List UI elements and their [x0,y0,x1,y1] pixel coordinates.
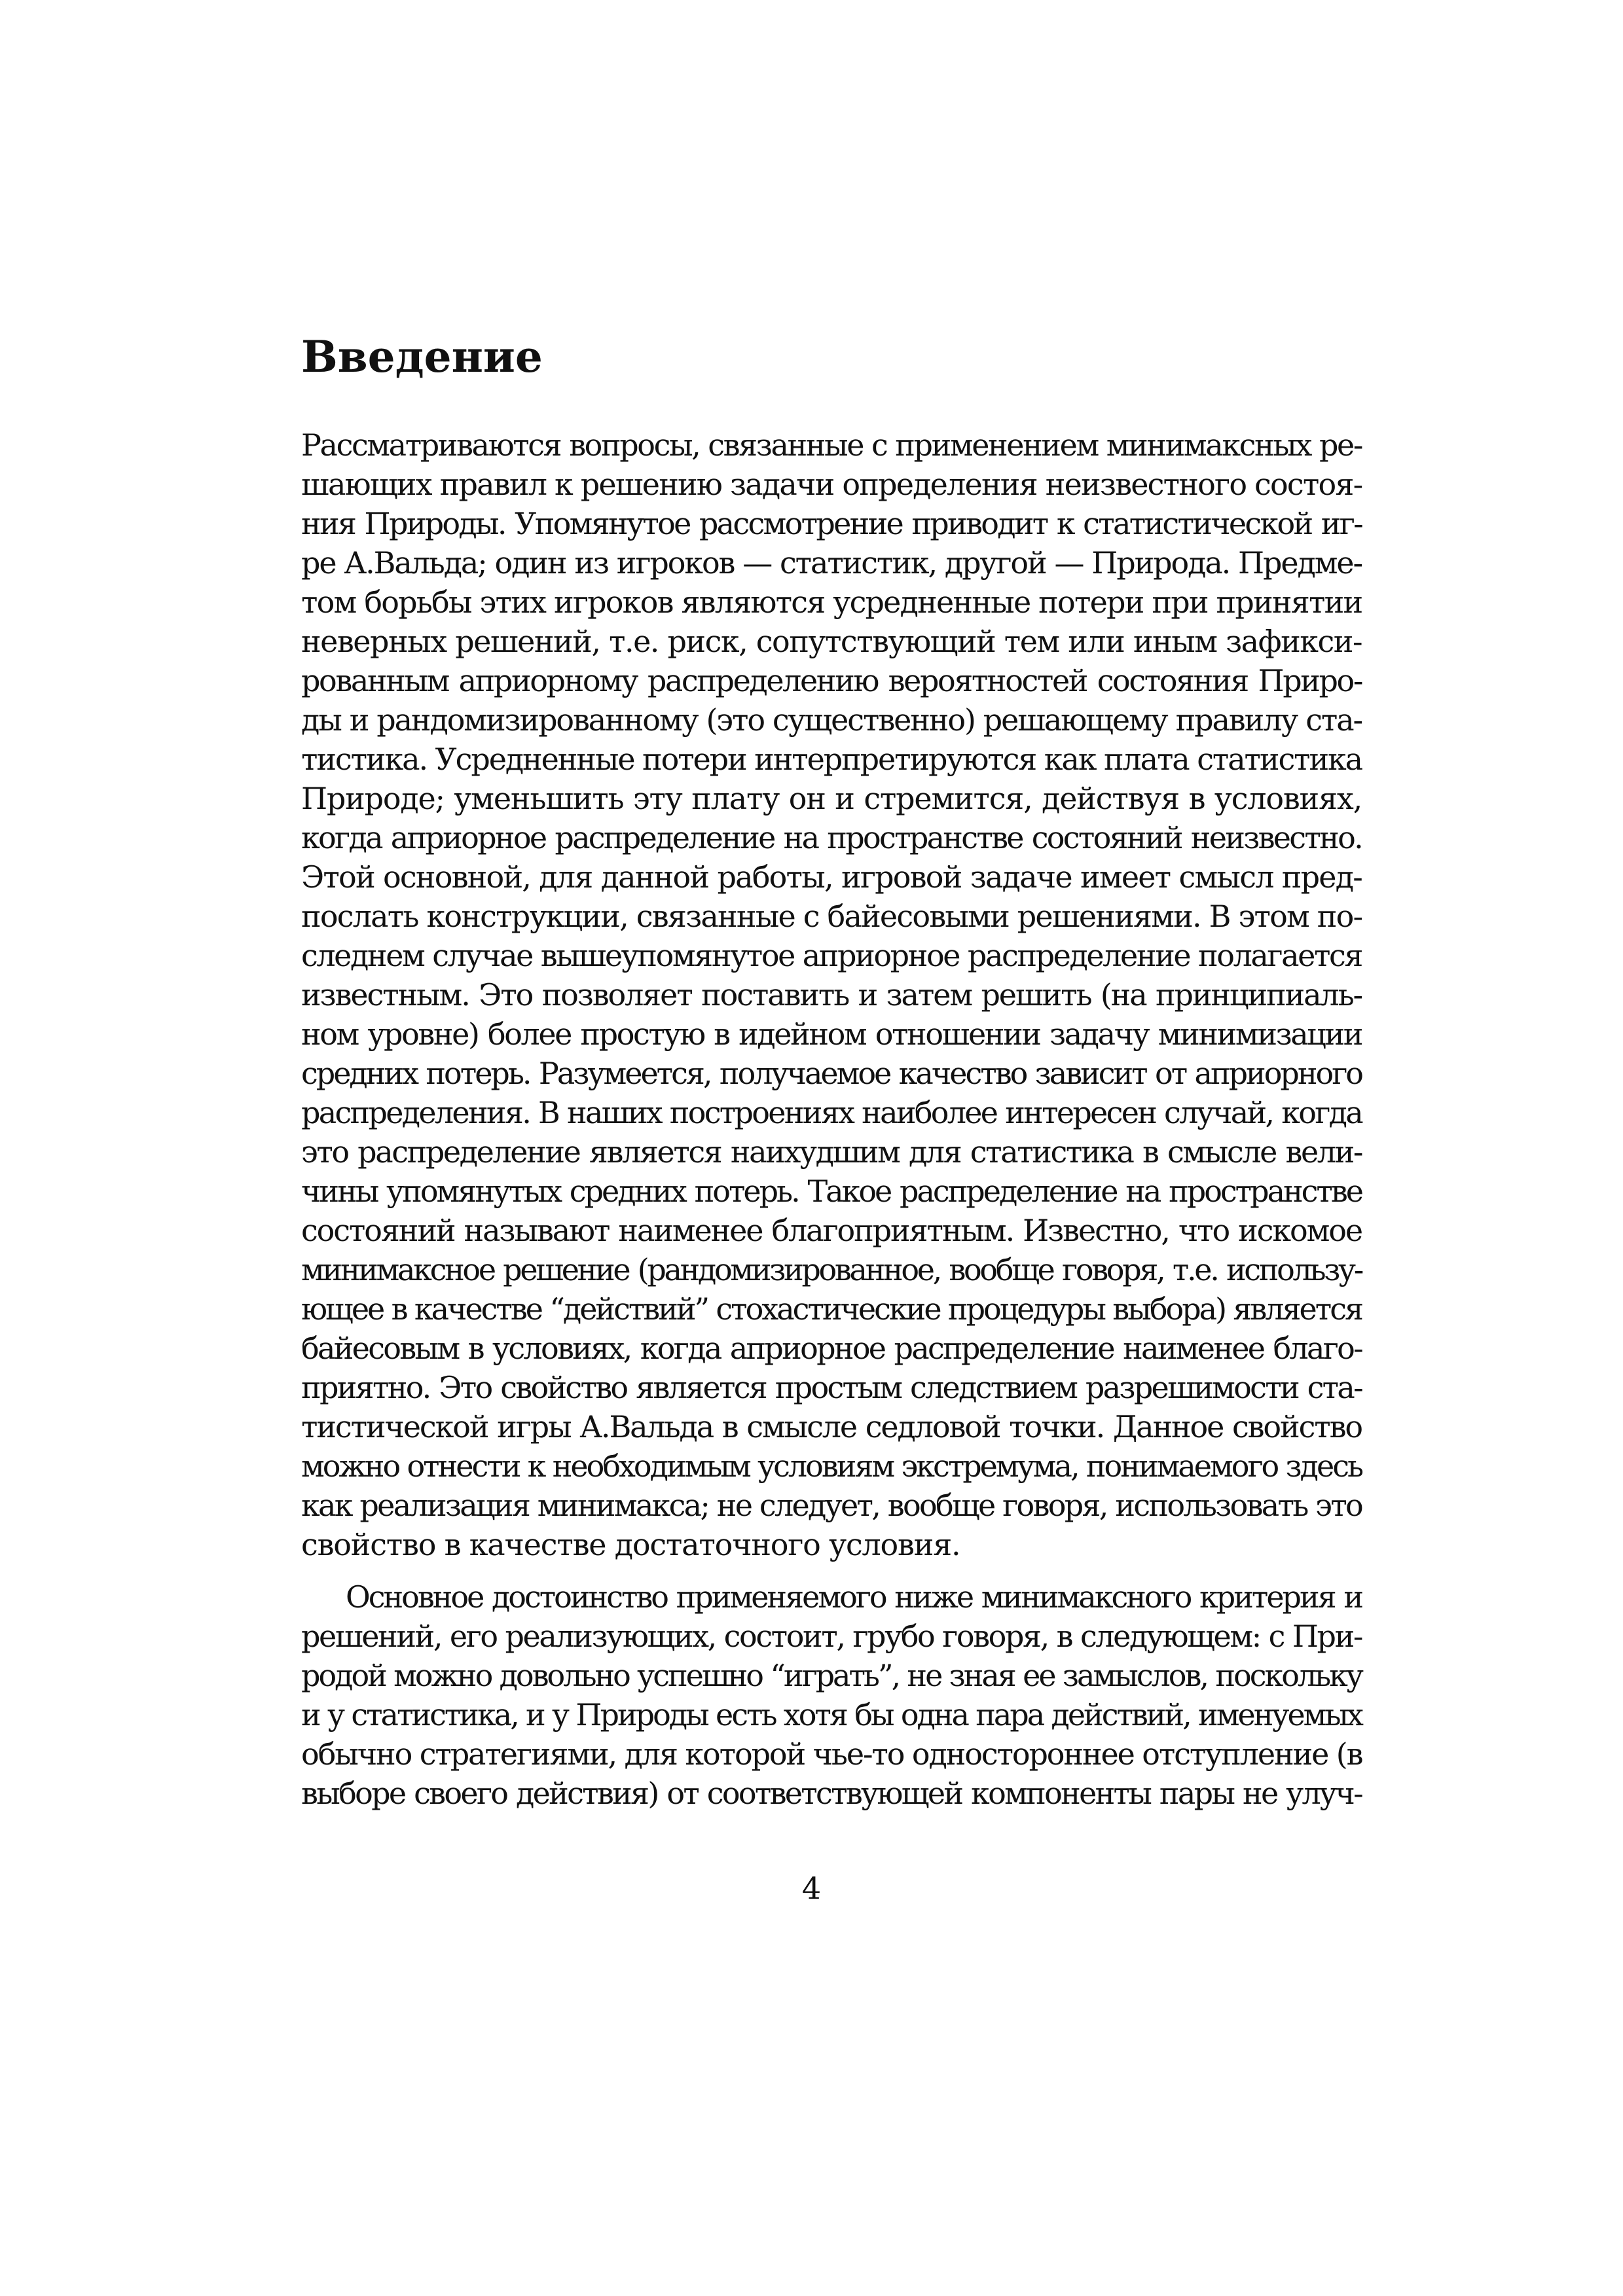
text-line: Этой основной, для данной работы, игровой задаче имеет смысл пред- [301,859,1362,895]
text-line: состояний называют наименее благоприятным. Известно, что искомое [301,1213,1362,1248]
text-line: чины упомянутых средних потерь. Такое распределение на пространстве [301,1174,1362,1209]
body-text [301,425,1362,1813]
paragraph-1 [301,425,1362,1564]
text-line: свойство в качестве достаточного условия. [301,1527,960,1562]
text-line: как реализация минимакса; не следует, вообще говоря, использовать это [301,1488,1362,1523]
text-line: и у статистика, и у Природы есть хотя бы одна пара действий, именуемых [301,1697,1362,1732]
text-line: распределения. В наших построениях наиболее интересен случай, когда [301,1095,1362,1130]
text-line: ре А.Вальда; один из игроков — статистик, другой — Природа. Предме- [301,545,1362,581]
text-line: минимаксное решение (рандомизированное, вообще говоря, т.е. использу- [301,1252,1362,1287]
text-line: том борьбы этих игроков являются усредненные потери при принятии [301,584,1362,620]
section-heading: Введение [301,331,543,382]
paragraph-gap [301,1564,1362,1577]
text-line: следнем случае вышеупомянутое априорное распределение полагается [301,938,1362,973]
text-line: родой можно довольно успешно “играть”, не зная ее замыслов, поскольку [301,1658,1362,1693]
text-line: можно отнести к необходимым условиям экстремума, понимаемого здесь [301,1448,1362,1484]
text-line: выборе своего действия) от соответствующей компоненты пары не улуч- [301,1776,1362,1811]
text-line: тистической игры А.Вальда в смысле седловой точки. Данное свойство [301,1409,1362,1444]
text-line: средних потерь. Разумеется, получаемое качество зависит от априорного [301,1056,1362,1091]
text-line: байесовым в условиях, когда априорное распределение наименее благо- [301,1331,1362,1366]
text-line: обычно стратегиями, для которой чье-то одностороннее отступление (в [301,1736,1362,1772]
text-line: послать конструкции, связанные с байесовыми решениями. В этом по- [301,899,1362,934]
text-line: приятно. Это свойство является простым следствием разрешимости ста- [301,1370,1362,1405]
text-line: рованным априорному распределению вероятностей состояния Приро- [301,663,1362,698]
text-line: Природе; уменьшить эту плату он и стремится, действуя в условиях, [301,781,1362,816]
text-line: это распределение является наихудшим для статистика в смысле вели- [301,1134,1362,1170]
text-line: неверных решений, т.е. риск, сопутствующий тем или иным зафикси- [301,624,1362,659]
text-line: ния Природы. Упомянутое рассмотрение приводит к статистической иг- [301,506,1362,541]
text-line: когда априорное распределение на пространстве состояний неизвестно. [301,820,1362,855]
text-line: Рассматриваются вопросы, связанные с применением минимаксных ре- [301,427,1362,463]
text-line: ды и рандомизированному (это существенно) решающему правилу ста- [301,702,1362,738]
text-line: ном уровне) более простую в идейном отношении задачу минимизации [301,1016,1362,1052]
text-line: ющее в качестве “действий” стохастические процедуры выбора) является [301,1291,1362,1327]
paragraph-2 [301,1577,1362,1813]
text-line: известным. Это позволяет поставить и затем решить (на принципиаль- [301,977,1362,1013]
text-line: Основное достоинство применяемого ниже минимаксного критерия и [346,1579,1362,1615]
text-line: тистика. Усредненные потери интерпретируются как плата статистика [301,742,1362,777]
text-line: шающих правил к решению задачи определения неизвестного состоя- [301,467,1362,502]
text-line: решений, его реализующих, состоит, грубо говоря, в следующем: с При- [301,1619,1362,1654]
page-number: 4 [801,1871,822,1906]
